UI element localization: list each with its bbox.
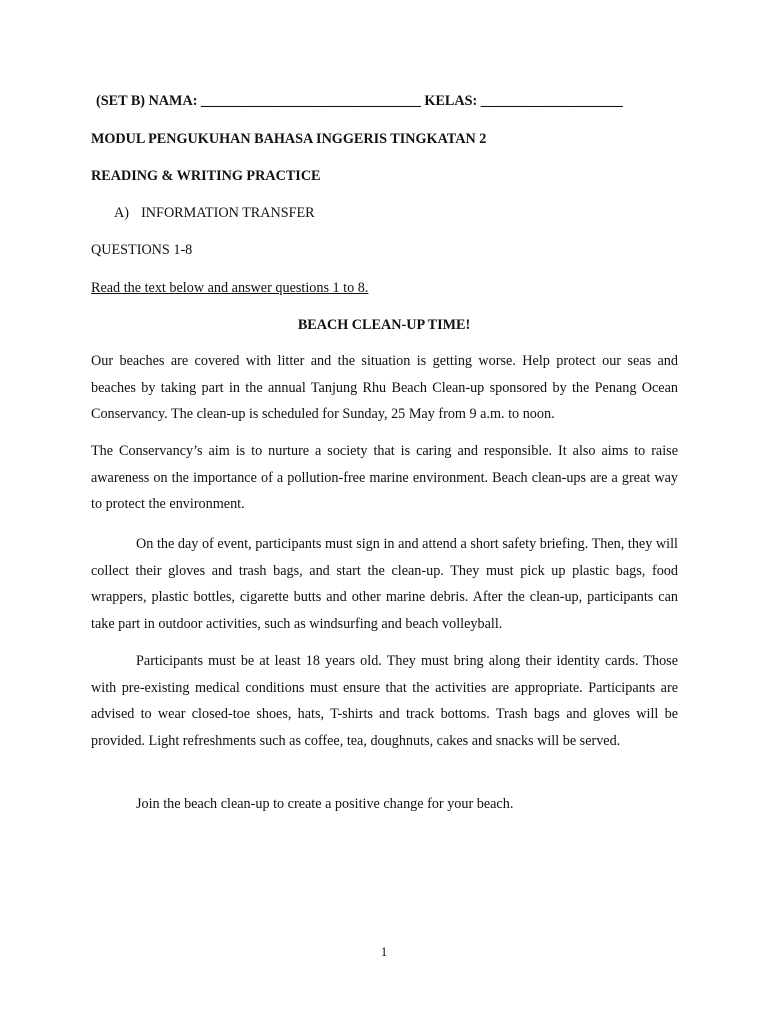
student-info-line: (SET B) NAMA: _______________________________ KELAS: ____________________ xyxy=(96,93,623,109)
section-title: INFORMATION TRANSFER xyxy=(141,205,315,221)
article-paragraph-5: Join the beach clean-up to create a positive change for your beach. xyxy=(136,796,514,812)
article-paragraph-2: The Conservancy’s aim is to nurture a society that is caring and responsible. It also aims to raise awareness on the importance of a pollution-free marine environment. Beach clean-ups are a great way to protect the environment. xyxy=(91,443,678,512)
section-heading xyxy=(114,205,315,222)
article-paragraph-1: Our beaches are covered with litter and the situation is getting worse. Help protect our seas and beaches by taking part in the annual Tanjung Rhu Beach Clean-up sponsored by the Penang Ocean Conservancy. The clean-up is scheduled for Sunday, 25 May from 9 a.m. to noon. xyxy=(91,353,678,422)
practice-title: READING & WRITING PRACTICE xyxy=(91,168,321,184)
section-label: A) xyxy=(114,205,129,221)
article-paragraph-4: Participants must be at least 18 years old. They must bring along their identity cards. Those with pre-existing medical conditions must ensure that the activities are appropriate. Participants are advised to wear closed-toe shoes, hats, T-shirts and track bottoms. Trash bags and gloves will be provided. Light refreshments such as coffee, tea, doughnuts, cakes and snacks will be served. xyxy=(91,653,678,749)
module-title: MODUL PENGUKUHAN BAHASA INGGERIS TINGKATAN 2 xyxy=(91,131,487,147)
instruction-text: Read the text below and answer questions 1 to 8. xyxy=(91,280,369,296)
article-title: BEACH CLEAN-UP TIME! xyxy=(297,317,471,333)
page-number: 1 xyxy=(380,944,388,959)
questions-range: QUESTIONS 1-8 xyxy=(91,242,193,258)
article-paragraph-3: On the day of event, participants must sign in and attend a short safety briefing. Then, they will collect their gloves and trash bags, and start the clean-up. They must pick up plastic bags, food wrappers, plastic bottles, cigarette butts and other marine debris. After the clean-up, participants can take part in outdoor activities, such as windsurfing and beach volleyball. xyxy=(91,536,678,632)
